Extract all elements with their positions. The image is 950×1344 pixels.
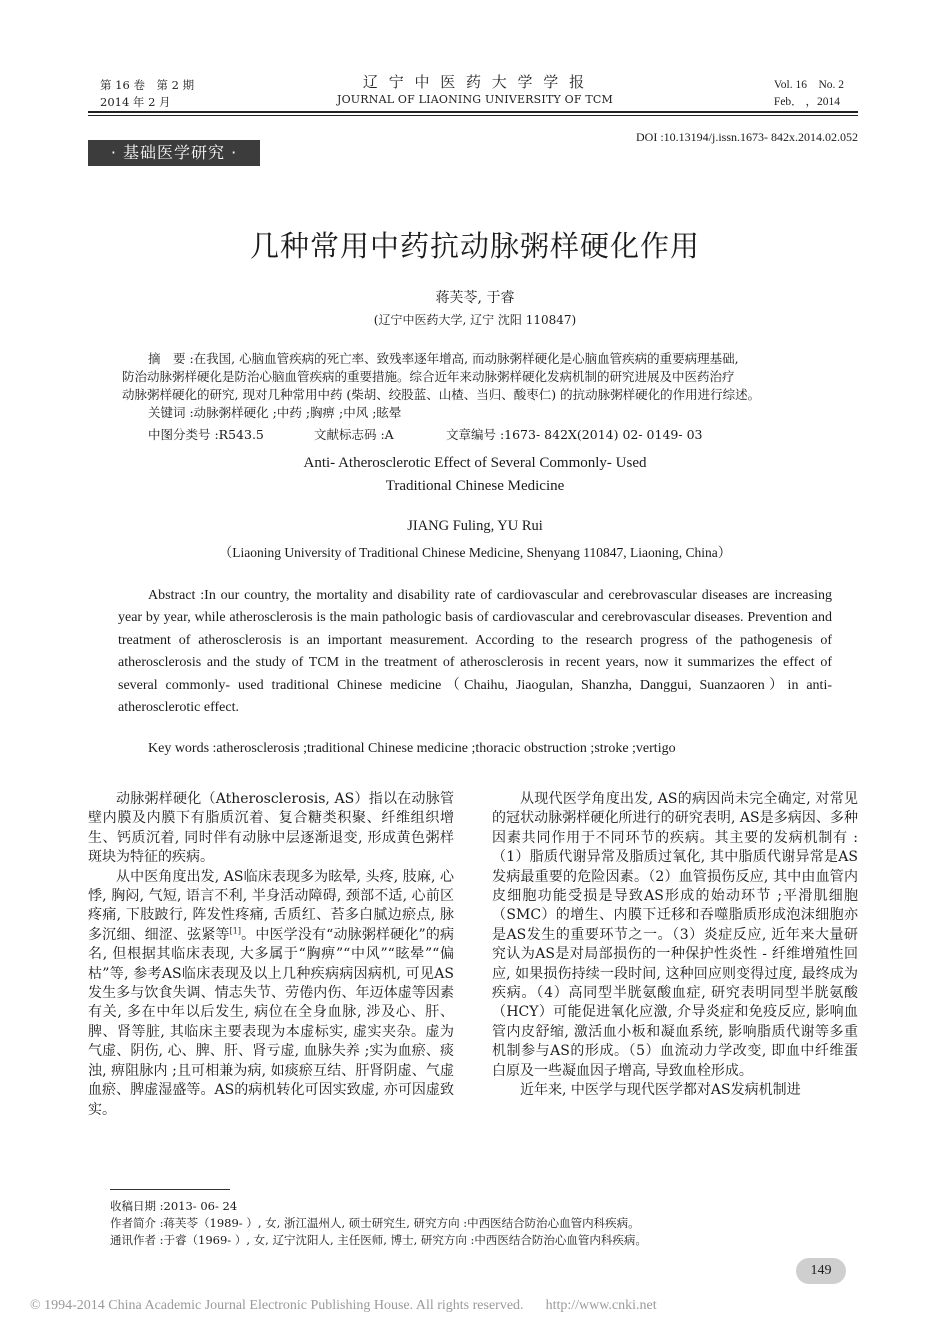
paragraph-text: 从中医角度出发, AS临床表现多为眩晕, 头疼, 肢麻, 心悸, 胸闷, 气短, 语言不利, 半身活动障碍, 颈部不适, 心前区疼痛, 下肢跛行, 阵发性疼痛, 舌质红、苔多白腻边瘀点, 脉多沉细、细涩、弦紧等 xyxy=(88,868,454,943)
title-en-line: Anti- Atherosclerotic Effect of Several Commonly- Used xyxy=(303,455,647,471)
journal-title-cn: 辽 宁 中 医 药 大 学 学 报 xyxy=(362,73,588,91)
article-number: 文章编号 :1673- 842X(2014) 02- 0149- 03 xyxy=(445,427,703,442)
paragraph xyxy=(88,868,454,1120)
doi: DOI :10.13194/j.issn.1673- 842x.2014.02.052 xyxy=(636,130,858,144)
received-date: 收稿日期 :2013- 06- 24 xyxy=(110,1199,238,1213)
volume-number-en: Vol. 16 No. 2 xyxy=(773,79,844,91)
abstract-cn xyxy=(122,350,854,422)
title-en-line: Traditional Chinese Medicine xyxy=(385,478,565,494)
abstract-cn-line: 摘 要 :在我国, 心脑血管疾病的死亡率、致残率逐年增高, 而动脉粥样硬化是心脑血管疾病的重要病理基础, xyxy=(148,351,739,366)
paragraph-text: 。中医学没有“动脉粥样硬化”的病名, 但根据其临床表现, 大多属于“胸痹”“中风”“眩晕”“偏枯”等, 参考AS临床表现及以上几种疾病病因病机, 可见AS发生多与饮食失调、情志失节、劳倦内伤、年迈体虚等因素有关, 多在中年以后发生, 病位在全身血脉, 涉及心、肝、脾、肾等脏, 其临床主要表现为本虚标实, 虚实夹杂。虚为气虚、阴伤, 心、脾、肝、肾亏虚, 血脉失养 ;实为血瘀、痰浊, 痹阻脉内 ;且可相兼为病, 如痰瘀互结、肝肾阴虚、气虚血瘀、脾虚湿盛等。AS的病机转化可因实致虚, 亦可因虚致实。 xyxy=(88,926,454,1118)
authors-cn: 蒋芙苓, 于睿 xyxy=(435,290,515,306)
abstract-cn-line: 防治动脉粥样硬化是防治心脑血管疾病的重要措施。综合近年来动脉粥样硬化发病机制的研究进展及中医药治疗 xyxy=(122,369,735,384)
header-rule-thin xyxy=(88,115,858,116)
footnotes xyxy=(110,1198,647,1249)
abstract-cn-line: 动脉粥样硬化的研究, 现对几种常用中药 (柴胡、绞股蓝、山楂、当归、酸枣仁) 的抗动脉粥样硬化的作用进行综述。 xyxy=(122,387,761,402)
copyright-notice xyxy=(30,1298,657,1314)
copyright-text: © 1994-2014 China Academic Journal Electronic Publishing House. All rights reserved. xyxy=(30,1298,524,1313)
date-en: Feb． ，2014 xyxy=(773,96,841,108)
footnote-rule xyxy=(110,1189,230,1190)
authors-en: JIANG Fuling, YU Rui xyxy=(407,518,543,534)
affiliation-cn: (辽宁中医药大学, 辽宁 沈阳 110847) xyxy=(373,313,577,327)
article-title-en xyxy=(0,452,950,498)
body-column-right xyxy=(492,790,858,1101)
header-right xyxy=(774,77,844,111)
corresponding-author: 通讯作者 :于睿（1969- ）, 女, 辽宁沈阳人, 主任医师, 博士, 研究方向 :中西医结合防治心血管内科疾病。 xyxy=(110,1233,647,1247)
abstract-en xyxy=(118,585,832,719)
section-tag: · 基础医学研究 · xyxy=(88,140,260,166)
header-rule-thick xyxy=(88,111,858,113)
classification-row xyxy=(148,426,702,444)
article-title-cn: 几种常用中药抗动脉粥样硬化作用 xyxy=(249,229,700,263)
paragraph: 从现代医学角度出发, AS的病因尚未完全确定, 对常见的冠状动脉粥样硬化所进行的研究表明, AS是多病因、多种因素共同作用于不同环节的疾病。其主要的发病机制有 :（1）脂质代谢异常及脂质过氧化, 其中脂质代谢异常是AS发病最重要的危险因素。（2）血管损伤反应, 其中由血管内皮细胞功能受损是导致AS形成的始动环节 ;平滑肌细胞（SMC）的增生、内膜下迁移和吞噬脂质形成泡沫细胞亦是AS发生的重要环节之一。（3）炎症反应, 近年来大量研究认为AS是对局部损伤的一种保护性炎性 - 纤维增殖性回应, 如果损伤持续一段时间, 这种回应则变得过度, 最终成为疾病。（4）高同型半胱氨酸血症, 研究表明同型半胱氨酸（HCY）可能促进氧化应激, 介导炎症和免疫反应, 影响血管内皮舒缩, 激活血小板和凝血系统, 影响脂质代谢等多重机制参与AS的形成。（5）血流动力学改变, 即血中纤维蛋白原及一些凝血因子增高, 导致血栓形成。 xyxy=(492,791,858,1079)
citation-ref: [1] xyxy=(229,926,242,936)
abstract-en-text: Abstract :In our country, the mortality and disability rate of cardiovascular and cerebrovascular diseases are increasing year by year, while atherosclerosis is the main pathologic basis of cardiovascular and cerebrovascular diseases. Prevention and treatment of atherosclerosis is an important measurement. According to the research progress of the pathogenesis of atherosclerosis and the study of TCM in the treatment of atherosclerosis in recent years, now it summarizes the effect of several commonly- used traditional Chinese medicine（Chaihu, Jiaogulan, Shanzha, Danggui, Suanzaoren）in anti- atherosclerotic effect. xyxy=(118,588,832,716)
keywords-cn: 关键词 :动脉粥样硬化 ;中药 ;胸痹 ;中风 ;眩晕 xyxy=(148,405,402,420)
author-bio: 作者简介 :蒋芙苓（1989- ）, 女, 浙江温州人, 硕士研究生, 研究方向 :中西医结合防治心血管内科疾病。 xyxy=(110,1216,640,1230)
clc-number: 中图分类号 :R543.5 xyxy=(148,427,264,442)
body-column-left xyxy=(88,790,454,1120)
copyright-url[interactable]: http://www.cnki.net xyxy=(545,1298,657,1313)
affiliation-en: （Liaoning University of Traditional Chinese Medicine, Shenyang 110847, Liaoning, China） xyxy=(218,545,732,560)
keywords-en: Key words :atherosclerosis ;traditional Chinese medicine ;thoracic obstruction ;stroke ;vertigo xyxy=(148,741,676,756)
journal-title-en: JOURNAL OF LIAONING UNIVERSITY OF TCM xyxy=(336,93,614,106)
paragraph: 动脉粥样硬化（Atherosclerosis, AS）指以在动脉管壁内膜及内膜下有脂质沉着、复合糖类积聚、纤维组织增生、钙质沉着, 同时伴有动脉中层逐渐退变, 形成黄色粥样斑块为特征的疾病。 xyxy=(88,791,454,866)
page-number: 149 xyxy=(796,1258,846,1284)
paragraph: 近年来, 中医学与现代医学都对AS发病机制进 xyxy=(520,1082,801,1099)
volume-issue: 第 16 卷 第 2 期 xyxy=(100,78,195,92)
publication-date: 2014 年 2 月 xyxy=(100,95,171,109)
document-code: 文献标志码 :A xyxy=(313,427,394,442)
